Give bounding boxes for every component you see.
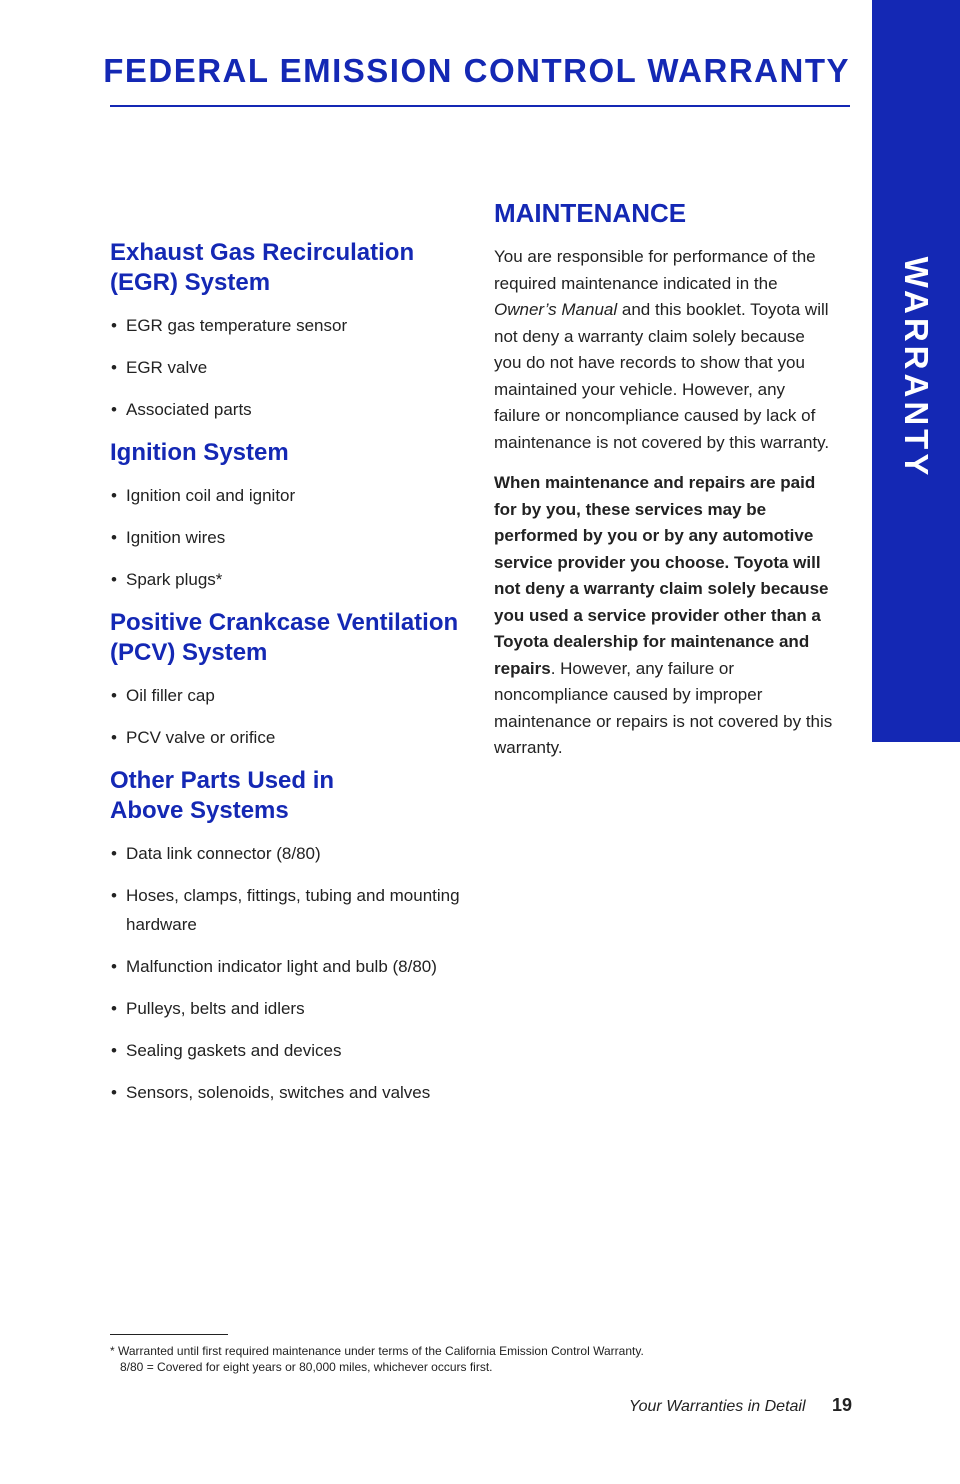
maintenance-paragraph [494,244,834,456]
section-title-line: Above Systems [110,797,289,824]
service-provider-paragraph [494,470,834,762]
list-item: • Ignition wires [110,523,460,552]
list-item: • Hoses, clamps, fittings, tubing and mounting hardware [110,881,460,939]
section-title-line: Other Parts Used in [110,767,335,794]
section-title [110,238,460,298]
section-title-line: (PCV) System [110,639,268,666]
page-title: FEDERAL EMISSION CONTROL WARRANTY [103,52,850,89]
title-divider [110,105,850,107]
list-item: • Malfunction indicator light and bulb (8/80) [110,952,460,981]
footnote [110,1343,850,1375]
list-item: • Ignition coil and ignitor [110,481,460,510]
list-item: • Oil filler cap [110,681,460,710]
section-pcv-system [110,608,460,752]
maintenance-column [494,196,834,762]
parts-list [110,839,460,1107]
footer-label: Your Warranties in Detail [628,1398,806,1415]
list-item: • EGR valve [110,353,460,382]
list-item: • EGR gas temperature sensor [110,311,460,340]
section-title-line: (EGR) System [110,269,271,296]
list-item: • Associated parts [110,395,460,424]
paragraph-bold-text: When maintenance and repairs are paid for by you, these services may be performed by you or by any automotive service provider you choose. Toyota will not deny a warranty claim solely because you used a service provider other than a Toyota dealership for maintenance and repairs [494,473,829,678]
list-item: • Sealing gaskets and devices [110,1036,460,1065]
list-item: • PCV valve or orifice [110,723,460,752]
list-item: • Data link connector (8/80) [110,839,460,868]
section-other-parts [110,766,460,1107]
section-title-line: Positive Crankcase Ventilation [110,609,459,636]
page-number: 19 [831,1395,852,1415]
side-tab-label: WARRANTY [898,256,935,480]
paragraph-text: and this booklet. Toyota will not deny a warranty claim solely because you do not have records to show that you maintained your vehicle. However, any failure or noncompliance caused by lack of maintenance is not covered by this warranty. [494,300,830,452]
section-egr-system [110,238,460,424]
parts-list [110,481,460,594]
footnote-divider [110,1334,228,1335]
section-title-line: Exhaust Gas Recirculation [110,239,415,266]
footnote-line: 8/80 = Covered for eight years or 80,000 miles, whichever occurs first. [120,1360,493,1374]
list-item: • Spark plugs* [110,565,460,594]
section-title [110,608,460,668]
parts-list [110,681,460,752]
section-title [110,766,460,826]
section-title [110,438,460,468]
parts-list-column [110,238,460,1121]
paragraph-text: . However, any failure or noncompliance caused by improper maintenance or repairs is not covered by this warranty. [494,658,833,757]
section-ignition-system [110,438,460,594]
manual-title: Owner’s Manual [494,300,618,319]
list-item: • Pulleys, belts and idlers [110,994,460,1023]
footnote-line: * Warranted until first required maintenance under terms of the California Emission Control Warranty. [110,1344,644,1358]
maintenance-title: MAINTENANCE [494,198,687,228]
list-item: • Sensors, solenoids, switches and valves [110,1078,460,1107]
paragraph-text: You are responsible for performance of the required maintenance indicated in the [494,247,816,293]
page-footer [629,1395,852,1416]
section-title-line: Ignition System [110,439,289,466]
parts-list [110,311,460,424]
